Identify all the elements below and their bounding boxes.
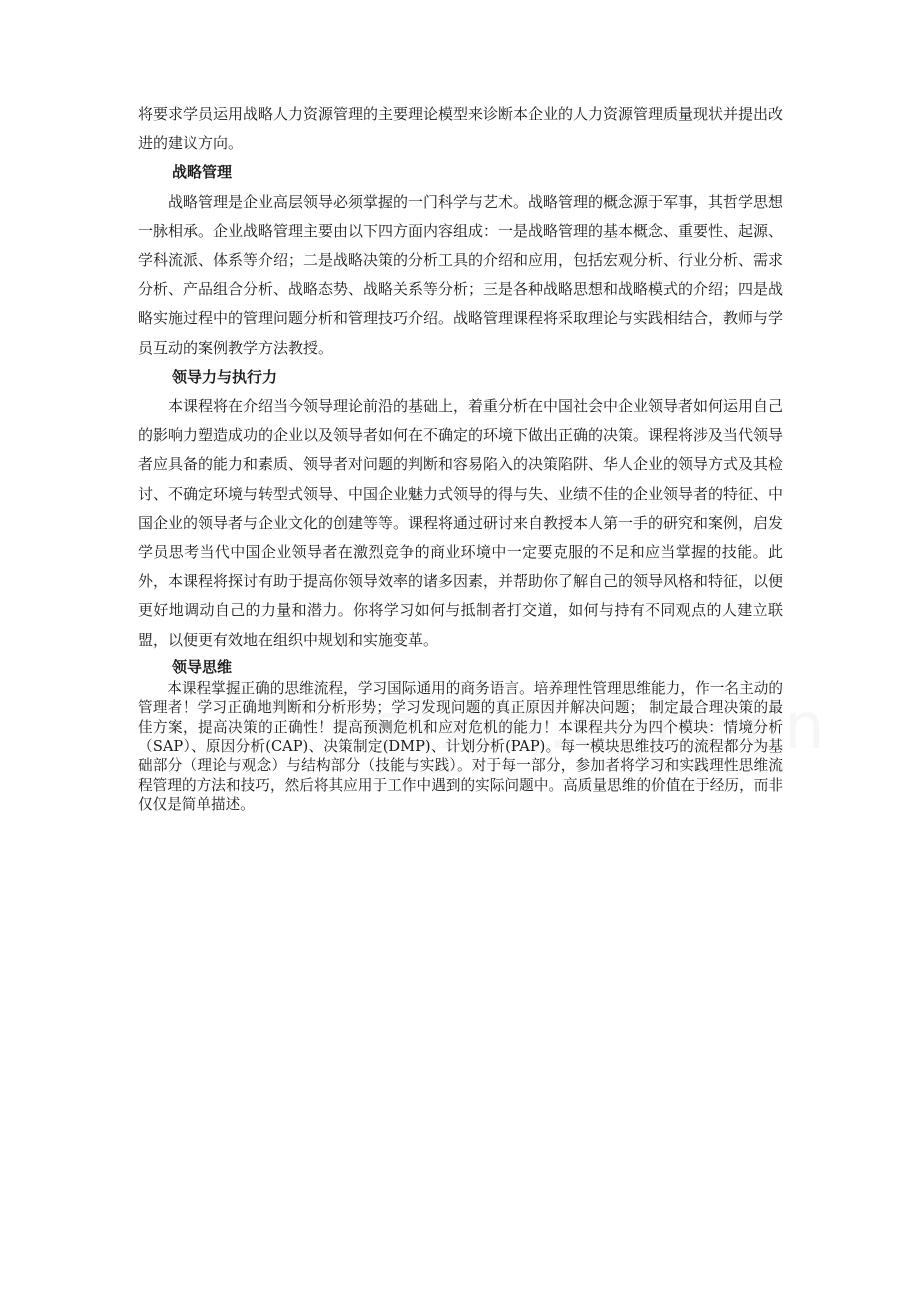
section-leadership-execution bbox=[138, 363, 783, 655]
document-page bbox=[138, 100, 783, 815]
intro-paragraph: 将要求学员运用战略人力资源管理的主要理论模型来诊断本企业的人力资源管理质量现状并提出改进的建议方向。 bbox=[138, 105, 784, 153]
section-strategic-management bbox=[138, 158, 783, 362]
section-body: 战略管理是企业高层领导必须掌握的一门科学与艺术。战略管理的概念源于军事，其哲学思想一脉相承。企业战略管理主要由以下四方面内容组成：一是战略管理的基本概念、重要性、起源、学科流派、体系等介绍；二是战略决策的分析工具的介绍和应用，包括宏观分析、行业分析、需求分析、产品组合分析、战略态势、战略关系等分析；三是各种战略思想和战略模式的介绍；四是战略实施过程中的管理问题分析和管理技巧介绍。战略管理课程将采取理论与实践相结合，教师与学员互动的案例教学方法教授。 bbox=[138, 192, 784, 357]
section-heading: 战略管理 bbox=[172, 163, 233, 182]
section-body: 本课程掌握正确的思维流程，学习国际通用的商务语言。培养理性管理思维能力，作一名主动的管理者！学习正确地判断和分析形势；学习发现问题的真正原因并解决问题； 制定最合理决策的最佳方案，提高决策的正确性！提高预测危机和应对危机的能力！本课程共分为四个模块：情境分析（SAP）、原因分析(CAP)、决策制定(DMP)、计划分析(PAP)。每一模块思维技巧的流程都分为基础部分（理论与观念）与结构部分（技能与实践）。对于每一部分，参加者将学习和实践理性思维流程管理的方法和技巧，然后将其应用于工作中遇到的实际问题中。高质量思维的价值在于经历，而非仅仅是简单描述。 bbox=[138, 679, 783, 814]
section-leadership-thinking bbox=[138, 655, 783, 815]
section-heading: 领导力与执行力 bbox=[172, 367, 278, 386]
section-body: 本课程将在介绍当今领导理论前沿的基础上，着重分析在中国社会中企业领导者如何运用自己的影响力塑造成功的企业以及领导者如何在不确定的环境下做出正确的决策。课程将涉及当代领导者应具备的能力和素质、领导者对问题的判断和容易陷入的决策陷阱、华人企业的领导方式及其检讨、不确定环境与转型式领导、中国企业魅力式领导的得与失、业绩不佳的企业领导者的特征、中国企业的领导者与企业文化的创建等等。课程将通过研讨来自教授本人第一手的研究和案例，启发学员思考当代中国企业领导者在激烈竞争的商业环境中一定要克服的不足和应当掌握的技能。此外，本课程将探讨有助于提高你领导效率的诸多因素，并帮助你了解自己的领导风格和特征，以便更好地调动自己的力量和潜力。你将学习如何与抵制者打交道，如何与持有不同观点的人建立联盟，以便更有效地在组织中规划和实施变革。 bbox=[138, 397, 784, 649]
section-heading: 领导思维 bbox=[172, 657, 233, 676]
